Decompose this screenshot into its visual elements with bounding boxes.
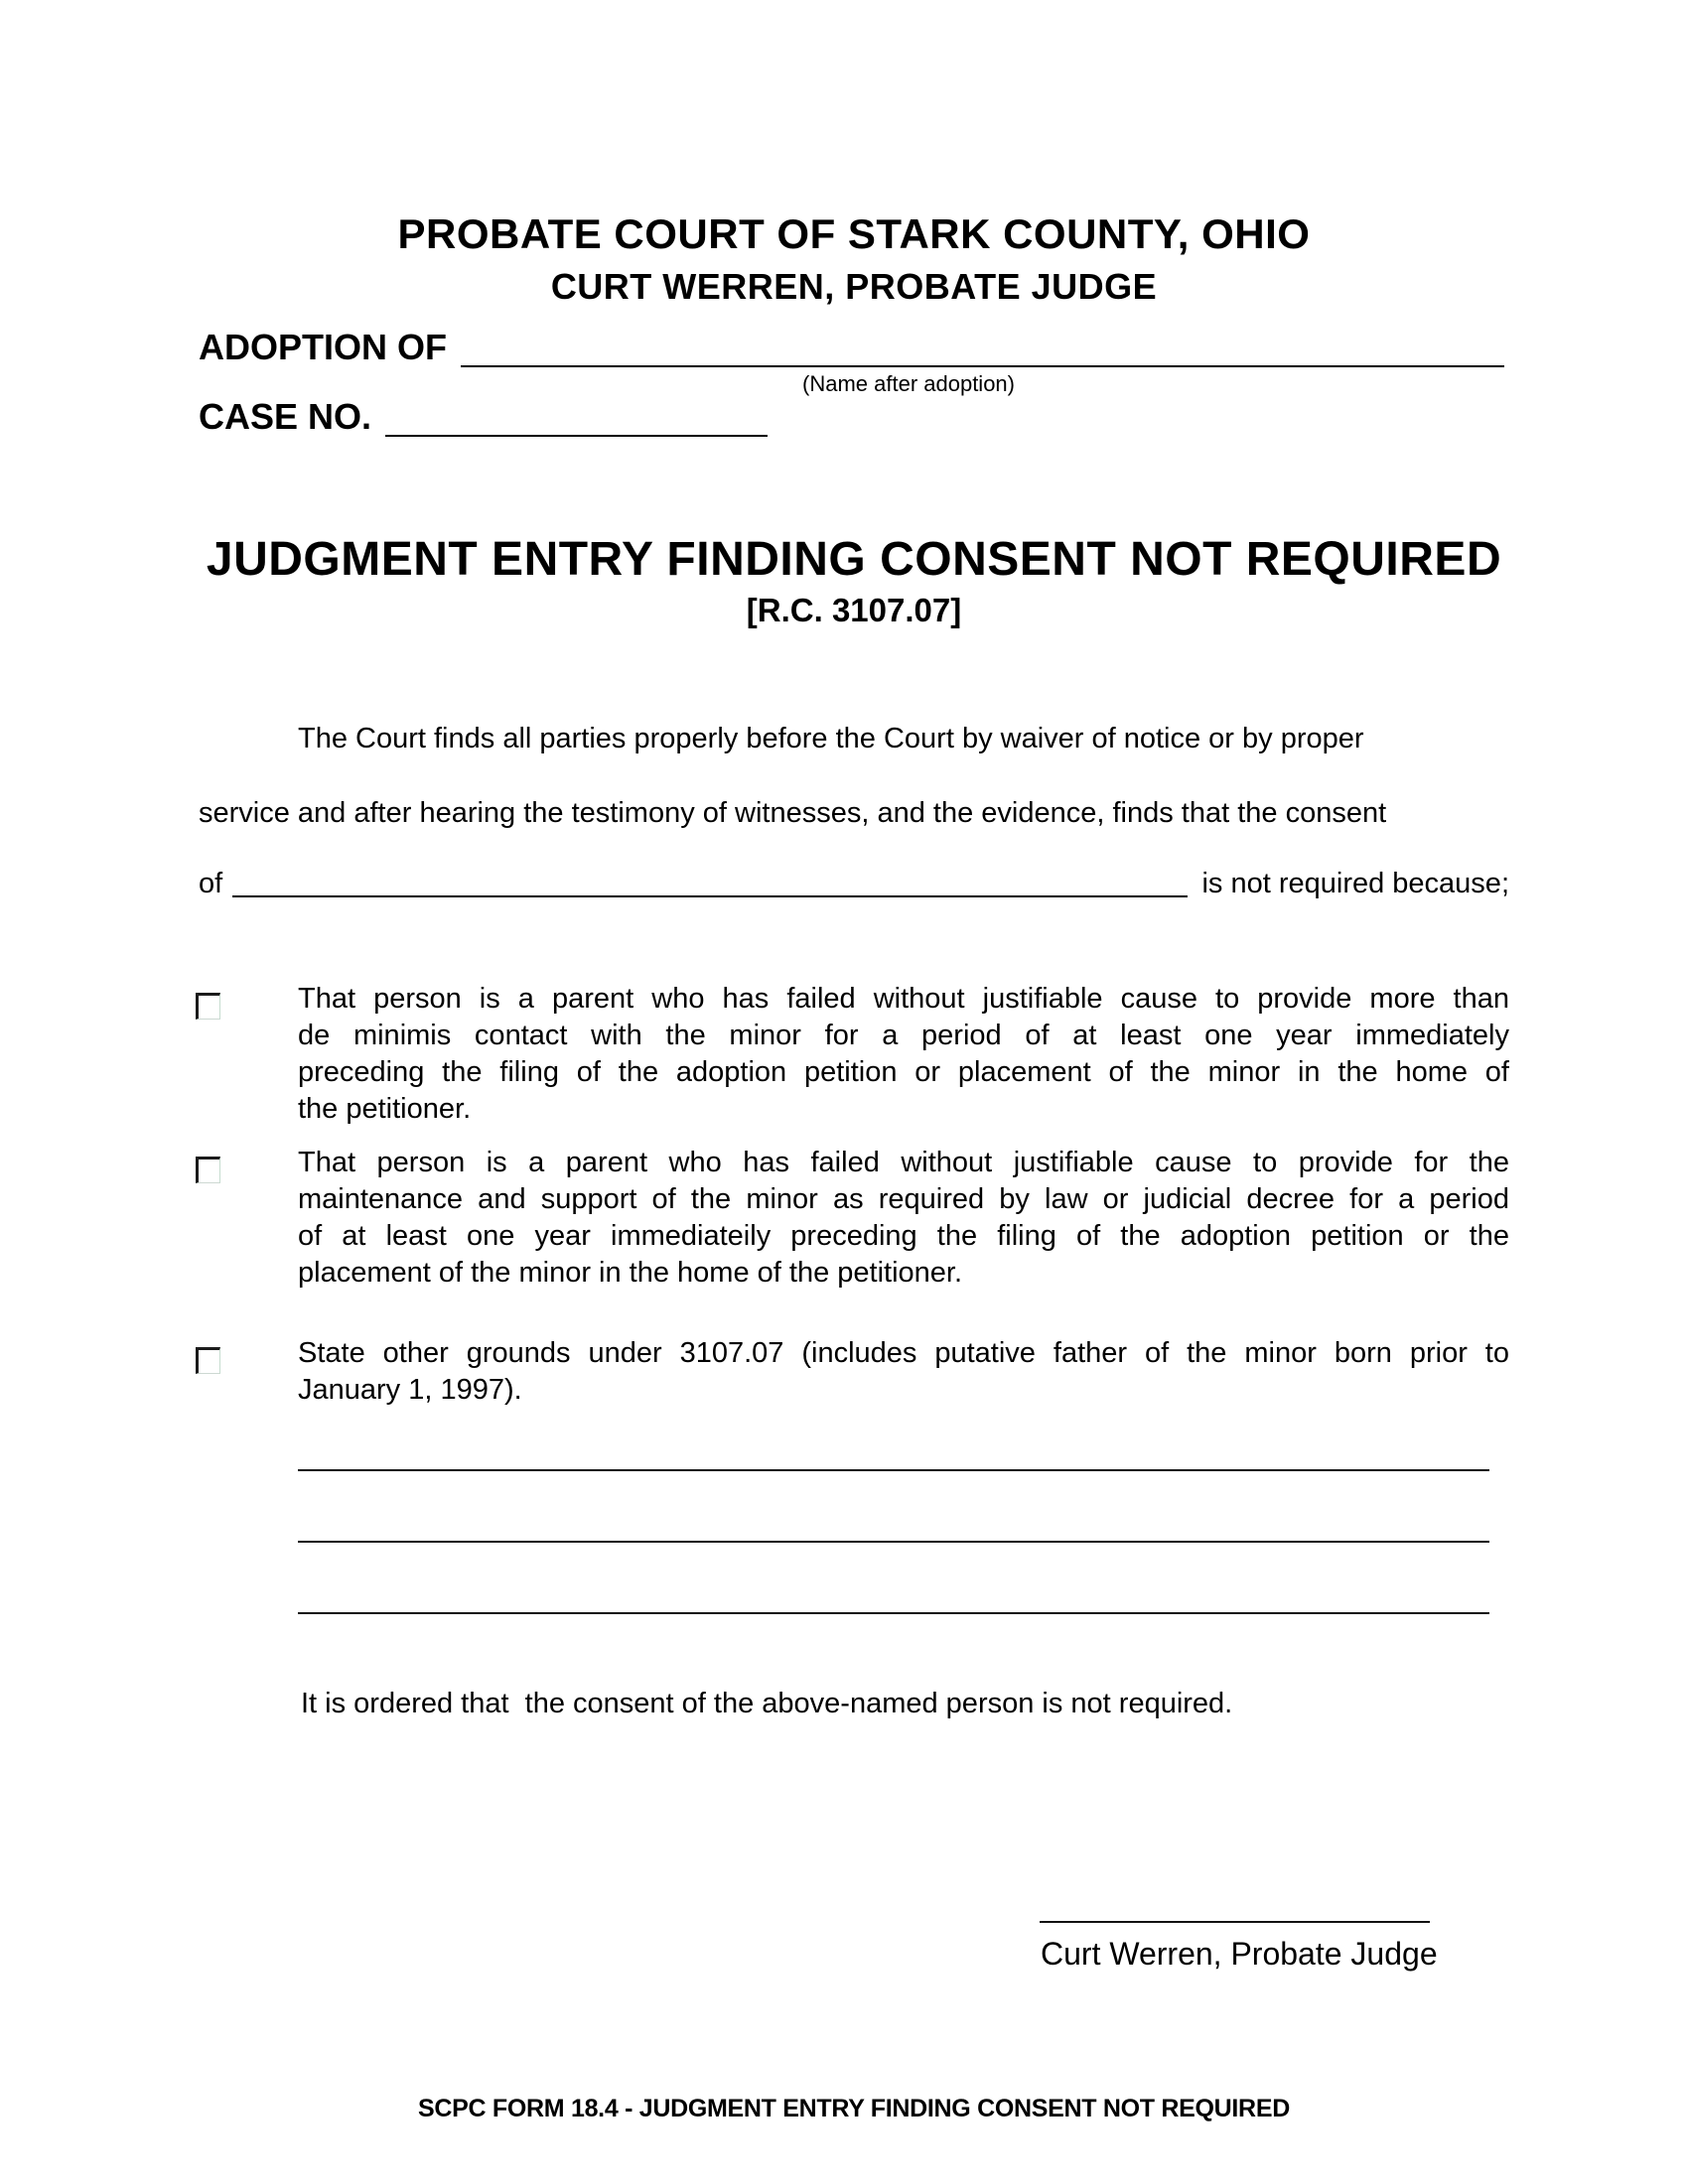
- ground1-checkbox[interactable]: [196, 993, 220, 1020]
- case-no-label: CASE NO.: [199, 396, 372, 437]
- name-after-adoption-hint: (Name after adoption): [802, 371, 1015, 396]
- ground-item-other-grounds: [196, 1335, 1509, 1409]
- finding-paragraph-line2: service and after hearing the testimony of witnesses, and the evidence, finds that the consent: [199, 797, 1387, 829]
- other-grounds-line-3[interactable]: [298, 1612, 1489, 1614]
- ground-item-no-contact: [196, 981, 1509, 1128]
- adoption-of-label: ADOPTION OF: [199, 327, 447, 367]
- other-grounds-line-2[interactable]: [298, 1541, 1489, 1543]
- not-required-text: is not required because;: [1201, 868, 1509, 899]
- finding-paragraph-line1: The Court finds all parties properly before the Court by waiver of notice or by proper: [298, 723, 1364, 754]
- ground3-checkbox[interactable]: [196, 1347, 220, 1374]
- order-sentence: It is ordered that the consent of the above-named person is not required.: [301, 1688, 1233, 1719]
- ground1-text: That person is a parent who has failed without justifiable cause to provide more than de minimis contact with the minor for a period of at least one year immediately preceding the filing of the adoption petition or placement of the minor in the home of the petitioner.: [298, 983, 1509, 1125]
- form-footer: SCPC FORM 18.4 - JUDGMENT ENTRY FINDING CONSENT NOT REQUIRED: [418, 2095, 1290, 2122]
- adoption-of-row: [199, 328, 1504, 367]
- judgment-title: JUDGMENT ENTRY FINDING CONSENT NOT REQUIRED: [206, 533, 1502, 586]
- case-no-row: [199, 397, 1504, 437]
- statute-reference: [R.C. 3107.07]: [746, 592, 962, 628]
- court-name-heading: PROBATE COURT OF STARK COUNTY, OHIO: [397, 210, 1311, 257]
- case-number-field[interactable]: [385, 399, 768, 437]
- other-grounds-line-1[interactable]: [298, 1469, 1489, 1471]
- consent-person-name-field[interactable]: [232, 866, 1188, 897]
- consent-of-row: [199, 866, 1509, 901]
- ground-item-no-support: [196, 1145, 1509, 1292]
- judge-name-heading: CURT WERREN, PROBATE JUDGE: [550, 266, 1158, 307]
- adoption-name-field[interactable]: [461, 330, 1504, 367]
- of-label: of: [199, 868, 223, 899]
- ground3-text: State other grounds under 3107.07 (includes putative father of the minor born prior to January 1, 1997).: [298, 1337, 1509, 1406]
- ground2-checkbox[interactable]: [196, 1157, 220, 1183]
- judge-signature-caption: Curt Werren, Probate Judge: [1041, 1936, 1438, 1972]
- ground2-text: That person is a parent who has failed without justifiable cause to provide for the maintenance and support of the minor as required by law or judicial decree for a period of at least one year immediateily preceding the filing of the adoption petition or the placement of the minor in the home of the petitioner.: [298, 1147, 1509, 1289]
- judge-signature-field[interactable]: [1040, 1921, 1430, 1923]
